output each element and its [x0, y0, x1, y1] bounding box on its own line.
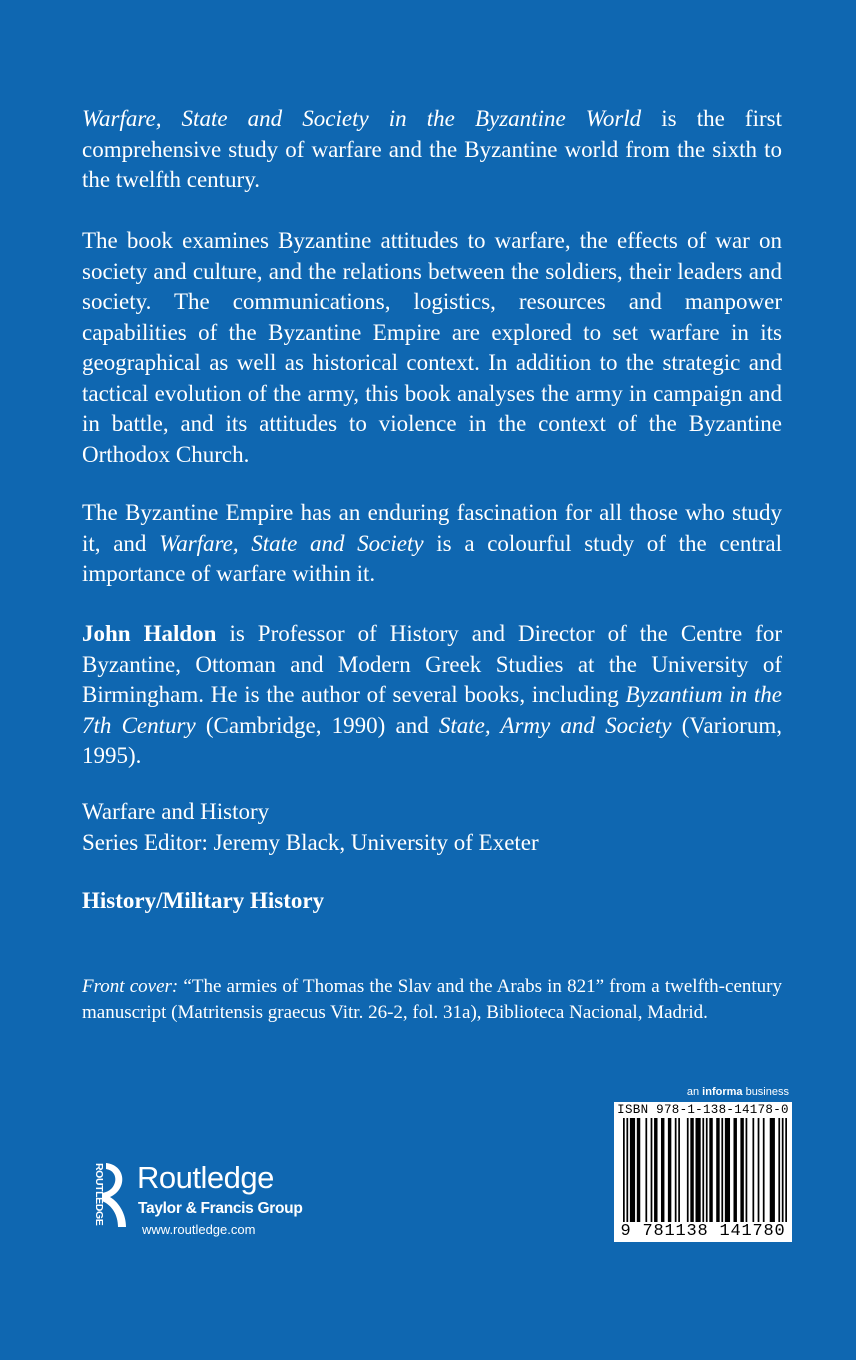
series-editor: Series Editor: Jeremy Black, University of Exeter [82, 829, 539, 855]
ean-digits: 9 781138 141780 [620, 1222, 786, 1241]
barcode-bar-7 [661, 1118, 664, 1222]
author-bio-text-2: (Cambridge, 1990) and [195, 712, 439, 738]
author-bio-text-3: (Variorum, 1995). [82, 712, 782, 768]
barcode-bar-29 [785, 1118, 787, 1222]
publisher-group: Taylor & Francis Group [138, 1200, 303, 1217]
description-p3-before: The Byzantine Empire has an enduring fascination for all those who study it, and [82, 500, 782, 556]
isbn-label: ISBN 978-1-138-14178-0 [617, 1103, 789, 1117]
barcode-bar-9 [675, 1118, 677, 1222]
barcode-bars [623, 1118, 787, 1222]
barcode-bar-27 [778, 1118, 780, 1222]
description-p2-text: The book examines Byzantine attitudes to warfare, the effects of war on society and culture, and the relations between the soldiers, their leaders and society. The communications, logistics, resources and manpower capabilities of the Byzantine Empire are explored to set warfare in its geographical as well as historical context. In addition to the strategic and tactical evolution of the army, this book analyses the army in campaign and in battle, and its attitudes to violence in the context of the Byzantine Orthodox Church. [82, 228, 782, 467]
description-paragraph-3 [82, 498, 782, 590]
front-cover-text: “The armies of Thomas the Slav and the Arabs in 821” from a twelfth-century manuscript (Matritensis graecus Vitr. 26-2, fol. 31a), Biblioteca Nacional, Madrid. [82, 976, 782, 1023]
publisher-url[interactable]: www.routledge.com [142, 1222, 256, 1237]
barcode-bar-19 [725, 1118, 730, 1222]
description-paragraph-1 [82, 104, 782, 196]
author-bio-text-1: is Professor of History and Director of the Centre for Byzantine, Ottoman and Modern Greek Studies at the University of Birmingham. He is the author of several books, including [82, 621, 782, 707]
barcode-bar-17 [716, 1118, 719, 1222]
barcode-bar-11 [687, 1118, 689, 1222]
informa-suffix: business [742, 1086, 789, 1098]
author-book-2: State, Army and Society [438, 712, 672, 738]
author-name: John Haldon [82, 621, 217, 646]
barcode-bar-18 [721, 1118, 723, 1222]
barcode-bar-8 [668, 1118, 671, 1222]
author-book-1: Byzantium in the 7th Century [82, 682, 782, 738]
publisher-logo [80, 1159, 340, 1249]
barcode-bar-10 [678, 1118, 680, 1222]
series-name: Warfare and History [82, 799, 270, 824]
barcode-bar-28 [782, 1118, 784, 1222]
series-info [82, 797, 782, 858]
informa-tagline [663, 1086, 789, 1099]
barcode-bar-23 [752, 1118, 754, 1222]
barcode-bar-26 [770, 1118, 775, 1222]
barcode-bar-1 [626, 1118, 628, 1222]
informa-prefix: an [686, 1086, 703, 1098]
front-cover-credit [82, 974, 782, 1025]
barcode-bar-4 [645, 1118, 647, 1222]
description-p3-italic: Warfare, State and Society [159, 530, 424, 556]
isbn-barcode [614, 1102, 792, 1242]
informa-bold: informa [702, 1086, 743, 1098]
author-bio [82, 619, 782, 772]
barcode-bar-5 [651, 1118, 653, 1222]
barcode-bar-12 [690, 1118, 693, 1222]
barcode-bar-13 [696, 1118, 701, 1222]
barcode-bar-22 [746, 1118, 748, 1222]
barcode-bar-0 [623, 1118, 625, 1222]
barcode-bar-25 [763, 1118, 765, 1222]
barcode-bar-2 [630, 1118, 635, 1222]
front-cover-label: Front cover: [82, 976, 179, 997]
barcode-bar-16 [709, 1118, 712, 1222]
description-paragraph-2 [82, 226, 782, 470]
barcode-bar-3 [637, 1118, 640, 1222]
barcode-bar-6 [654, 1118, 657, 1222]
routledge-mark-text: ROUTLEDGE [93, 1163, 105, 1226]
barcode-bar-14 [702, 1118, 704, 1222]
barcode-bar-21 [740, 1118, 743, 1222]
subject-category: History/Military History [82, 888, 325, 913]
routledge-mark-icon [80, 1159, 130, 1229]
barcode-bar-24 [758, 1118, 760, 1222]
barcode-bar-20 [733, 1118, 736, 1222]
description-p1-text: is the first comprehensive study of warfare and the Byzantine world from the sixth to the twelfth century. [82, 106, 782, 192]
barcode-bar-15 [706, 1118, 708, 1222]
book-title-italic: Warfare, State and Society in the Byzantine World [82, 106, 642, 131]
description-p3-after: is a colourful study of the central importance of warfare within it. [82, 530, 782, 586]
publisher-brand: Routledge [137, 1160, 274, 1195]
